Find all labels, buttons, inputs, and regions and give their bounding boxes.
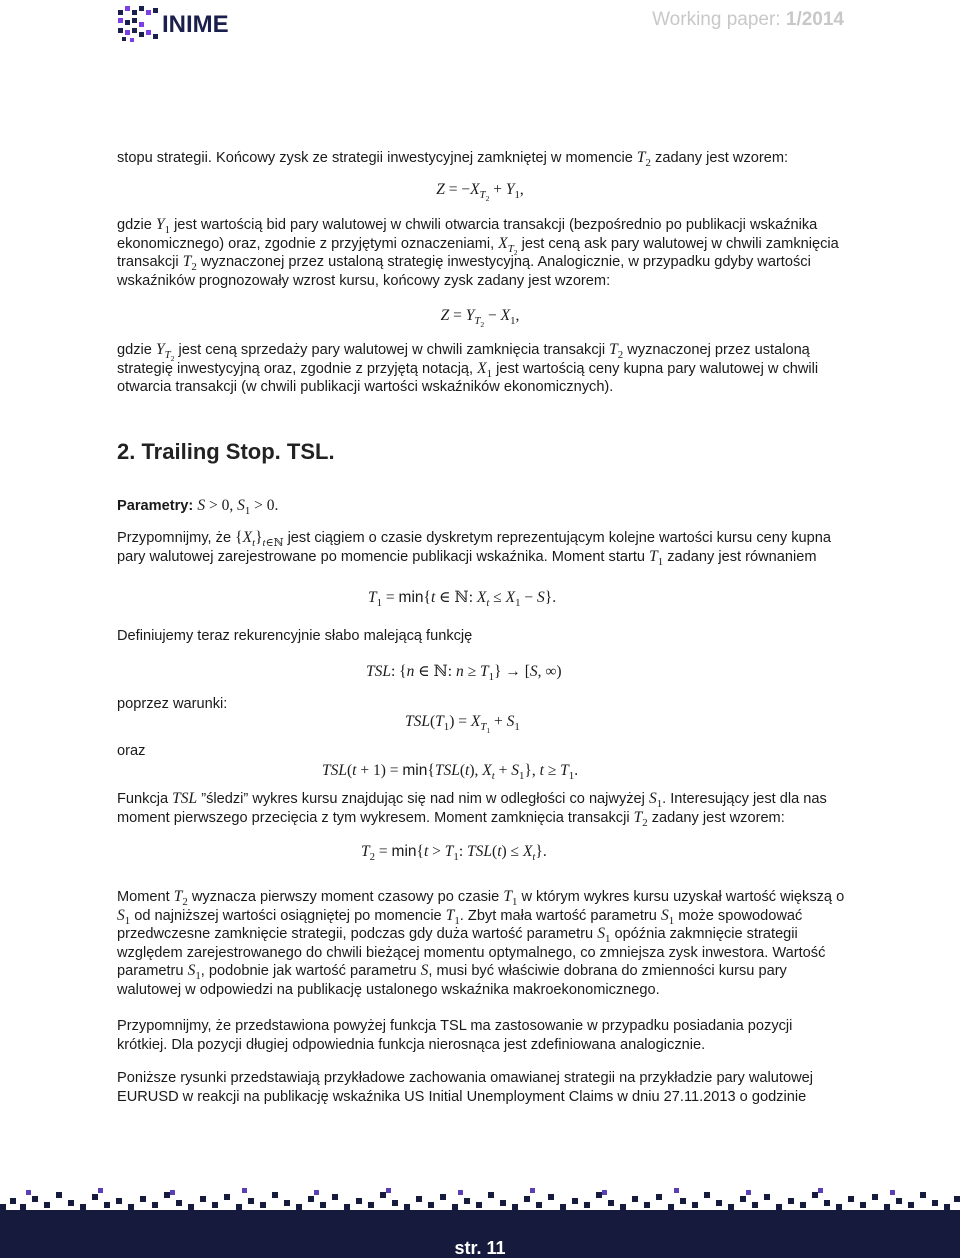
paragraph-7: Moment $T_2$ wyznacza pierwszy moment czasowy po czasie $T_1$ w którym wykres kursu uzyskał wartość większą o $S_1$ od najniższej wartości osiągniętej po momencie $T_1$. Zbyt mała wartość parametru $S_1$ może spowodować przedwczesne zamknięcie strategii, podczas gdy duża wartość parametru $S_1$ opóźnia zakmnięcie strategii względem zarejestrowanego do chwili bieżącej momentu optymalnego, co zmniejsza zysk inwestora. Wartość parametru $S_1$, podobnie jak wartość parametru S, musi być właściwie dobrana do zmienności kursu pary walutowej w odpowiedzi na publikację ustalonego wskaźnika makroekonomicznego.: [117, 888, 845, 998]
paragraph-4: Przypomnijmy, że $\{X_t\}_{t\in ℕ}$ jest ciągiem o czasie dyskretym reprezentującym kolejne wartości kursu ceny kupna pary walutowej zarejestrowane po momencie publikacji wskaźnika. Moment startu $T_1$ zadany jest równaniem: [117, 529, 832, 568]
paragraph-2: gdzie $Y_1$ jest wartością bid pary walutowej w chwili otwarcia transakcji (bezpośrednio po publikacji wskaźnika ekonomicznego) oraz, zgodnie z przyjętymi oznaczeniami, $X_{T_2}$ jest ceną ask pary walutowej w chwili zamknięcia transakcji $T_2$ wyznaczonej przez ustaloną strategię inwestycyjną. Analogicznie, w przypadku gdyby wartości wskaźników prognozowały wzrost kursu, końcowy zysk zadany jest wzorem:: [117, 216, 839, 289]
equation-tsl-initial: $TSL(T_1) = X_{T_1} + S_1$: [405, 713, 520, 736]
equation-t1: $T_1 = \min\{t$ ∈ ℕ: $X_t \le X_1 - S$}.: [368, 589, 557, 610]
equation-tsl-recursive: TSL(t + 1) = min{TSL(t), $X_t + S_1$}, $t \ge T_1$.: [322, 762, 579, 783]
equation-z-short: $Z = -X_{T_2} + Y_1$,: [436, 181, 524, 204]
paragraph-3: gdzie $Y_{T_2}$ jest ceną sprzedaży pary walutowej w chwili zamknięcia transakcji $T_2$ wyznaczonej przez ustaloną strategię inwestycyjną oraz, zgodnie z przyjętą notacją, $X_1$ jest wartością ceny kupna pary walutowej w chwili otwarcia transakcji (w chwili publikacji wartości wskaźników ekonomicznych).: [117, 341, 819, 396]
equation-z-long: $Z = Y_{T_2} - X_1$,: [440, 307, 520, 330]
inime-logo: [116, 4, 276, 44]
page-number: str. 11: [454, 1238, 506, 1258]
paragraph-9: Poniższe rysunki przedstawiają przykładowe zachowania omawianej strategii na przykładzie pary walutowej EURUSD w reakcji na publikację wskaźnika US Initial Unemployment Claims w dniu 27.11.2013 o godzinie: [117, 1070, 813, 1105]
label-and: oraz: [117, 743, 146, 759]
parameters-line: Parametry: S > 0, $S_1 > 0$.: [117, 497, 279, 518]
paragraph-8: Przypomnijmy, że przedstawiona powyżej funkcja TSL ma zastosowanie w przypadku posiadania pozycji krótkiej. Dla pozycji długiej odpowiednia funkcja nierosnąca jest zdefiniowana analogicznie.: [117, 1018, 793, 1053]
paragraph-1: stopu strategii. Końcowy zysk ze strategii inwestycyjnej zamkniętej w momencie $T_2$ zadany jest wzorem:: [117, 149, 789, 170]
paragraph-5: Definiujemy teraz rekurencyjnie słabo malejącą funkcję: [117, 628, 473, 644]
label-conditions: poprzez warunki:: [117, 696, 228, 712]
equation-tsl-domain: TSL: {n ∈ ℕ: $n \ge T_1\} \to [S$, ∞): [366, 663, 562, 684]
section-title: 2. Trailing Stop. TSL.: [117, 439, 335, 464]
logo-text: INIME: [162, 11, 229, 38]
paragraph-6: Funkcja TSL ”śledzi” wykres kursu znajdując się nad nim w odległości co najwyżej $S_1$. Interesujący jest dla nas moment pierwszego przecięcia z tym wykresem. Moment zamknięcia transakcji $T_2$ zadany jest wzorem:: [117, 790, 827, 829]
equation-t2: $T_2 = \min\{t > T_1$: $TSL(t) \le X_t$}.: [361, 843, 547, 864]
working-paper-label: Working paper: 1/2014: [652, 9, 844, 30]
